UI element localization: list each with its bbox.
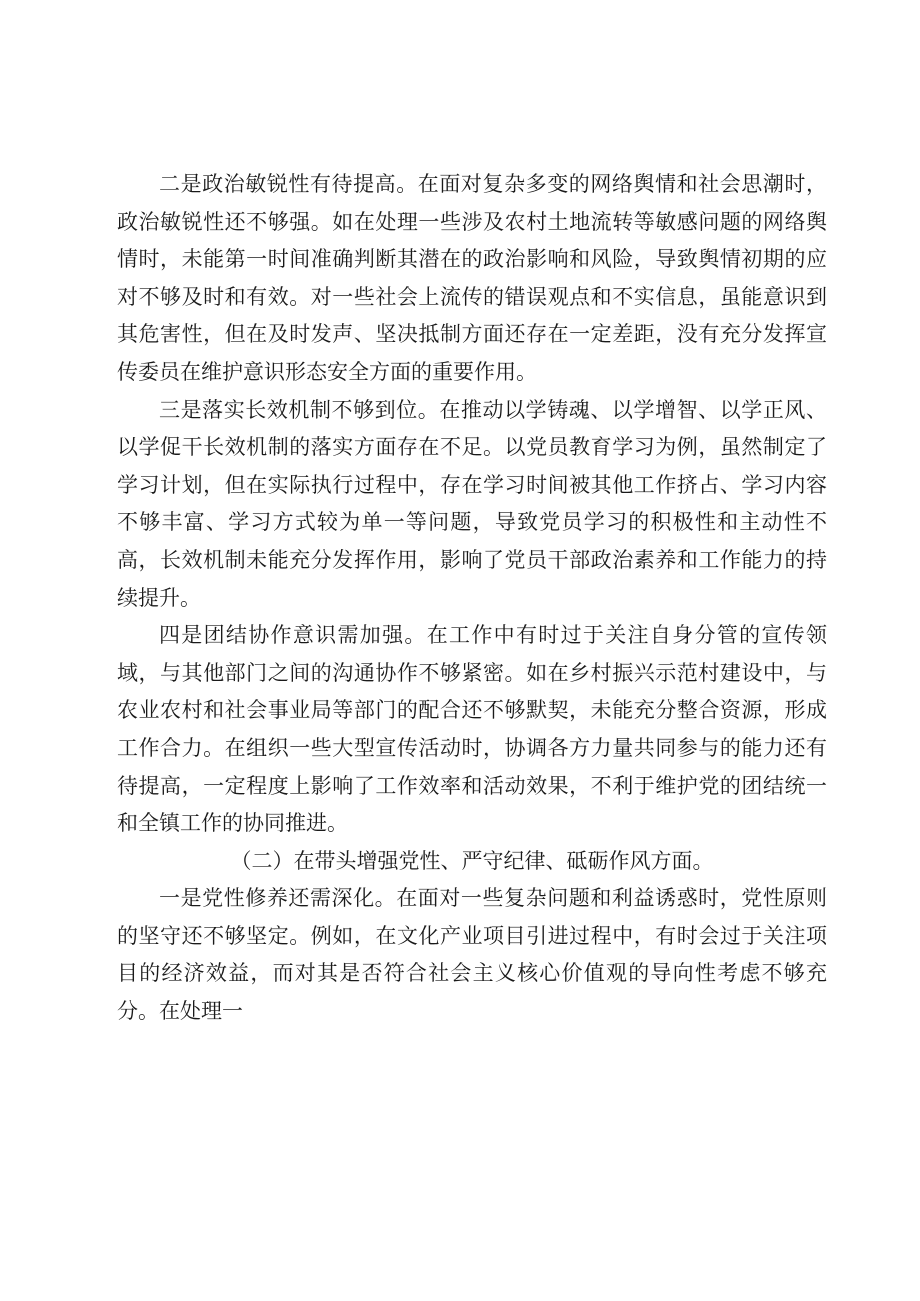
- paragraph-party-spirit: 一是党性修养还需深化。在面对一些复杂问题和利益诱惑时，党性原则的坚守还不够坚定。例如，在文化产业项目引进过程中，有时会过于关注项目的经济效益，而对其是否符合社会主义核心价值观的导向性考虑不够充分。在处理一: [117, 886, 827, 1024]
- paragraph-political-sensitivity: 二是政治敏锐性有待提高。在面对复杂多变的网络舆情和社会思潮时，政治敏锐性还不够强。如在处理一些涉及农村土地流转等敏感问题的网络舆情时，未能第一时间准确判断其潜在的政治影响和风险，导致舆情初期的应对不够及时和有效。对一些社会上流传的错误观点和不实信息，虽能意识到其危害性，但在及时发声、坚决抵制方面还存在一定差距，没有充分发挥宣传委员在维护意识形态安全方面的重要作用。: [117, 172, 827, 384]
- document-body: [117, 166, 827, 1031]
- paragraph-long-term-mechanism: 三是落实长效机制不够到位。在推动以学铸魂、以学增智、以学正风、以学促干长效机制的落实方面存在不足。以党员教育学习为例，虽然制定了学习计划，但在实际执行过程中，存在学习时间被其他工作挤占、学习内容不够丰富、学习方式较为单一等问题，导致党员学习的积极性和主动性不高，长效机制未能充分发挥作用，影响了党员干部政治素养和工作能力的持续提升。: [117, 397, 827, 610]
- section-subheading: （二）在带头增强党性、严守纪律、砥砺作风方面。: [230, 848, 714, 873]
- paragraph-teamwork: 四是团结协作意识需加强。在工作中有时过于关注自身分管的宣传领域，与其他部门之间的沟通协作不够紧密。如在乡村振兴示范村建设中，与农业农村和社会事业局等部门的配合还不够默契，未能充分整合资源，形成工作合力。在组织一些大型宣传活动时，协调各方力量共同参与的能力还有待提高，一定程度上影响了工作效率和活动效果，不利于维护党的团结统一和全镇工作的协同推进。: [117, 623, 827, 836]
